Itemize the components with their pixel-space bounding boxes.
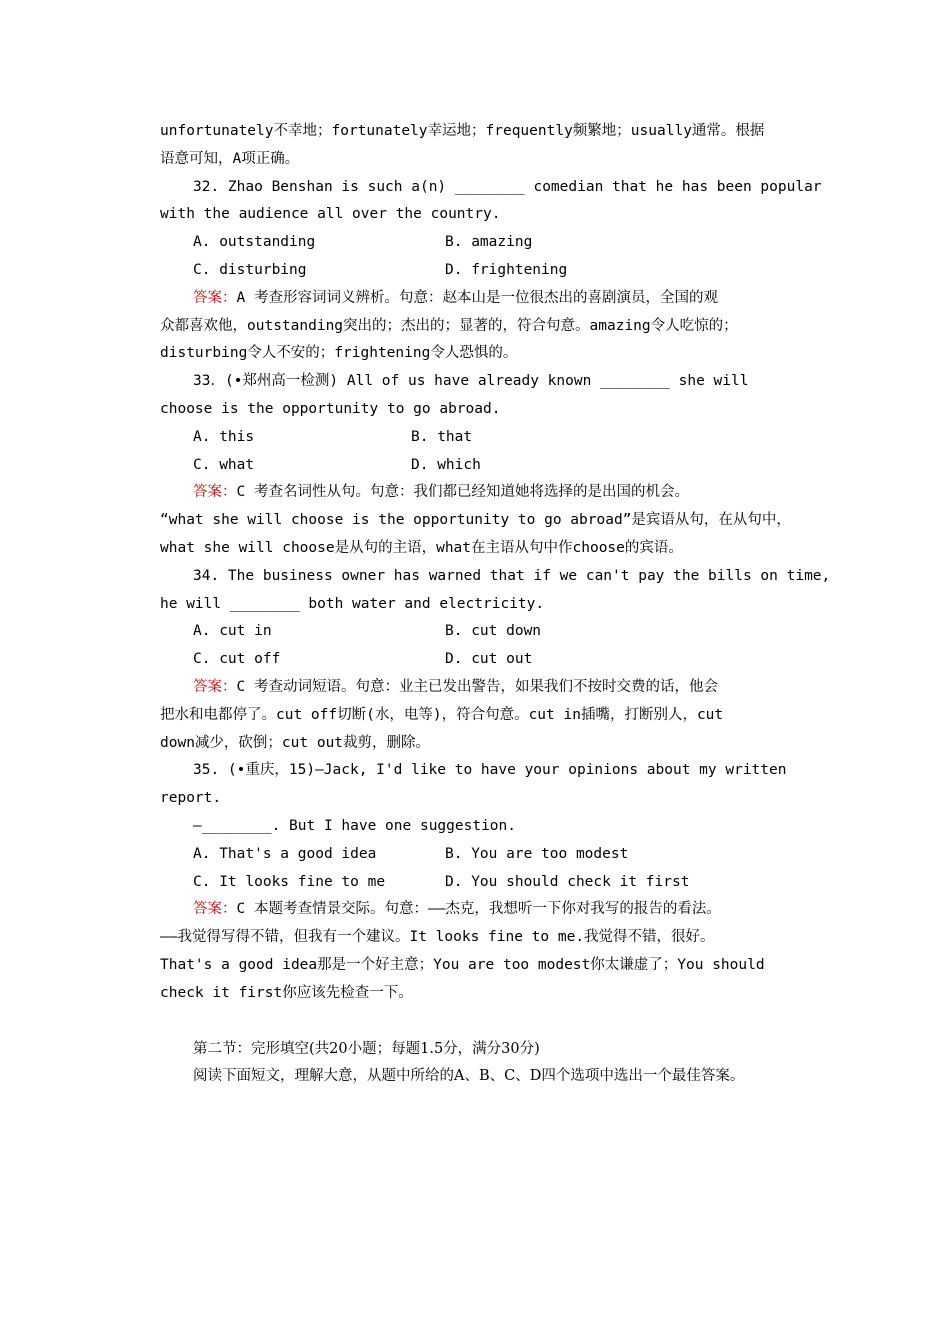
q33-options-row-1: [160, 424, 810, 452]
q33-answer-line-2: “what she will choose is the opportunity to go abroad”是宾语从句，在从句中，: [160, 512, 791, 529]
q32-answer-line-2: 众都喜欢他，outstanding突出的；杰出的；显著的，符合句意。amazing令人吃惊的；: [160, 317, 738, 334]
q35-stem-line-2: report.: [160, 790, 222, 807]
q33-option-d: D. which: [411, 456, 481, 473]
q32-option-d: D. frightening: [445, 261, 568, 278]
q34-options-row-1: [160, 618, 810, 646]
q35-option-b: B. You are too modest: [445, 845, 629, 862]
q32-answer-line-1: [160, 285, 810, 313]
q33-answer-text: C 考查名词性从句。句意：我们都已经知道她将选择的是出国的机会。: [236, 484, 689, 501]
q35-answer-line-3: That's a good idea那是一个好主意；You are too modest你太谦虚了；You should: [160, 956, 765, 973]
q34-options-row-2: [160, 646, 810, 674]
q34-answer-line-2: 把水和电都停了。cut off切断(水，电等)，符合句意。cut in插嘴，打断别人，cut: [160, 706, 724, 723]
q33-answer-line-1: [160, 479, 810, 507]
q34-stem-line-1: 34. The business owner has warned that if we can't pay the bills on time,: [193, 567, 831, 584]
q35-answer-line-1: [160, 896, 810, 924]
q35-options-row-2: [160, 869, 810, 897]
q32-option-b: B. amazing: [445, 234, 533, 251]
q33-stem-line-1: 33．(•郑州高一检测) All of us have already known ________ she will: [193, 373, 749, 390]
q32-stem-line-2: with the audience all over the country.: [160, 206, 501, 223]
q35-answer-line-2: ——我觉得写得不错，但我有一个建议。It looks fine to me.我觉得不错，很好。: [160, 929, 715, 946]
prev-answer-line-2: 语意可知，A项正确。: [160, 150, 300, 167]
section-spacer: [160, 1008, 810, 1036]
q33-option-a: A. this: [193, 428, 255, 445]
q35-stem-line-1: 35. (•重庆，15)—Jack, I'd like to have your opinions about my written: [193, 762, 787, 779]
q35-options-row-1: [160, 841, 810, 869]
q34-answer-text: C 考查动词短语。句意：业主已发出警告，如果我们不按时交费的话，他会: [236, 678, 718, 695]
q33-option-c: C. what: [193, 456, 255, 473]
section-2-instruction: 阅读下面短文，理解大意，从题中所给的A、B、C、D四个选项中选出一个最佳答案。: [193, 1068, 745, 1085]
q32-answer-line-3: disturbing令人不安的；frightening令人恐惧的。: [160, 345, 518, 362]
q35-stem-line-3: —________. But I have one suggestion.: [193, 817, 517, 834]
q32-option-a: A. outstanding: [193, 234, 316, 251]
q33-answer-line-3: what she will choose是从句的主语，what在主语从句中作choose的宾语。: [160, 539, 683, 556]
q35-answer-line-4: check it first你应该先检查一下。: [160, 984, 413, 1001]
q34-answer-line-1: [160, 674, 810, 702]
q32-option-c: C. disturbing: [193, 261, 307, 278]
q35-option-c: C. It looks fine to me: [193, 873, 386, 890]
q33-options-row-2: [160, 452, 810, 480]
answer-label: 答案：: [193, 484, 237, 501]
q33-stem-line-2: choose is the opportunity to go abroad.: [160, 400, 501, 417]
prev-answer-line-1: unfortunately不幸地；fortunately幸运地；frequently频繁地；usually通常。根据: [160, 123, 765, 139]
q32-options-row-2: [160, 257, 810, 285]
q35-option-a: A. That's a good idea: [193, 845, 377, 862]
q32-stem-line-1: 32. Zhao Benshan is such a(n) ________ comedian that he has been popular: [193, 178, 822, 195]
q35-option-d: D. You should check it first: [445, 873, 690, 890]
q32-answer-text: A 考查形容词词义辨析。句意：赵本山是一位很杰出的喜剧演员，全国的观: [236, 289, 718, 306]
q34-option-b: B. cut down: [445, 623, 542, 640]
q35-answer-text: C 本题考查情景交际。句意：——杰克，我想听一下你对我写的报告的看法。: [236, 901, 721, 918]
q34-option-a: A. cut in: [193, 623, 272, 640]
q32-options-row-1: [160, 229, 810, 257]
q34-stem-line-2: he will ________ both water and electricity.: [160, 595, 545, 612]
answer-label: 答案：: [193, 678, 237, 695]
q34-answer-line-3: down减少，砍倒；cut out裁剪，删除。: [160, 734, 431, 751]
q34-option-d: D. cut out: [445, 651, 533, 668]
answer-label: 答案：: [193, 289, 237, 306]
answer-label: 答案：: [193, 901, 237, 918]
q34-option-c: C. cut off: [193, 651, 281, 668]
document-page: [160, 118, 831, 1091]
q33-option-b: B. that: [411, 428, 473, 445]
section-2-title: 第二节：完形填空(共20小题；每题1.5分，满分30分): [193, 1040, 540, 1057]
